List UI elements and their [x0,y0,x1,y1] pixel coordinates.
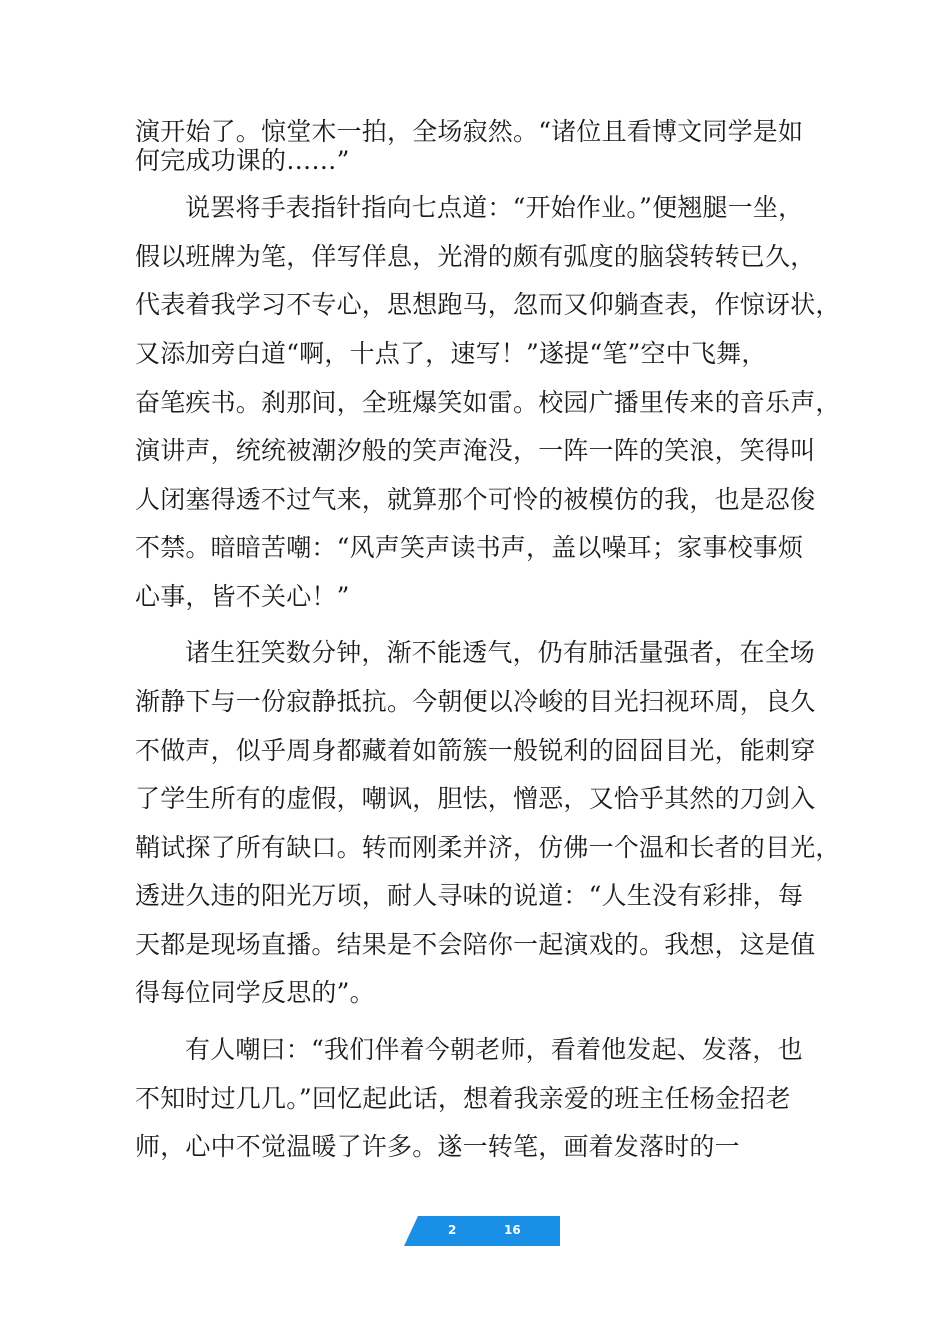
paragraph-line: 诸生狂笑数分钟，渐不能透气，仍有肺活量强者，在全场 [185,638,816,667]
paragraph-line: 又添加旁白道“啊，十点了，速写！”遂提“笔”空中飞舞， [135,339,767,368]
paragraph-line: 得每位同学反思的”。 [135,978,375,1007]
paragraph-line: 说罢将手表指针指向七点道：“开始作业。”便翘腿一坐， [185,193,804,222]
paragraph-line: 演讲声，统统被潮汐般的笑声淹没，一阵一阵的笑浪，笑得叫 [135,436,816,465]
paragraph-line: 不知时过几几。”回忆起此话，想着我亲爱的班主任杨金招老 [135,1084,791,1113]
paragraph-line: 奋笔疾书。刹那间，全班爆笑如雷。校园广播里传来的音乐声， [135,388,841,417]
paragraph-line: 不做声，似乎周身都藏着如箭簇一般锐利的囧囧目光，能刺穿 [135,736,816,765]
page-number-badge [404,1216,560,1246]
paragraph-line: 何完成功课的……” [135,146,350,175]
paragraph-line: 了学生所有的虚假，嘲讽，胆怯，憎恶，又恰乎其然的刀剑入 [135,784,816,813]
paragraph-line: 演开始了。惊堂木一拍，全场寂然。“诸位且看博文同学是如 [135,117,804,146]
paragraph-line: 师，心中不觉温暖了许多。遂一转笔，画着发落时的一 [135,1132,740,1161]
paragraph-line: 不禁。暗暗苦嘲：“风声笑声读书声，盖以噪耳；家事校事烦 [135,533,804,562]
paragraph-line: 渐静下与一份寂静抵抗。今朝便以冷峻的目光扫视环周，良久 [135,687,816,716]
paragraph-line: 心事，皆不关心！” [135,582,350,611]
page-badge-shape [404,1216,560,1246]
total-page-number: 16 [504,1223,521,1237]
paragraph-line: 透进久违的阳光万顷，耐人寻味的说道：“人生没有彩排，每 [135,881,804,910]
paragraph-line: 人闭塞得透不过气来，就算那个可怜的被模仿的我，也是忍俊 [135,485,816,514]
paragraph-line: 鞘试探了所有缺口。转而刚柔并济，仿佛一个温和长者的目光， [135,833,841,862]
paragraph-line: 假以班牌为笔，佯写佯息，光滑的颇有弧度的脑袋转转已久， [135,242,816,271]
paragraph-line: 代表着我学习不专心，思想跑马，忽而又仰躺查表，作惊讶状， [135,290,841,319]
paragraph-line: 有人嘲曰：“我们伴着今朝老师，看着他发起、发落，也 [185,1035,803,1064]
current-page-number: 2 [448,1223,457,1237]
paragraph-line: 天都是现场直播。结果是不会陪你一起演戏的。我想，这是值 [135,930,816,959]
